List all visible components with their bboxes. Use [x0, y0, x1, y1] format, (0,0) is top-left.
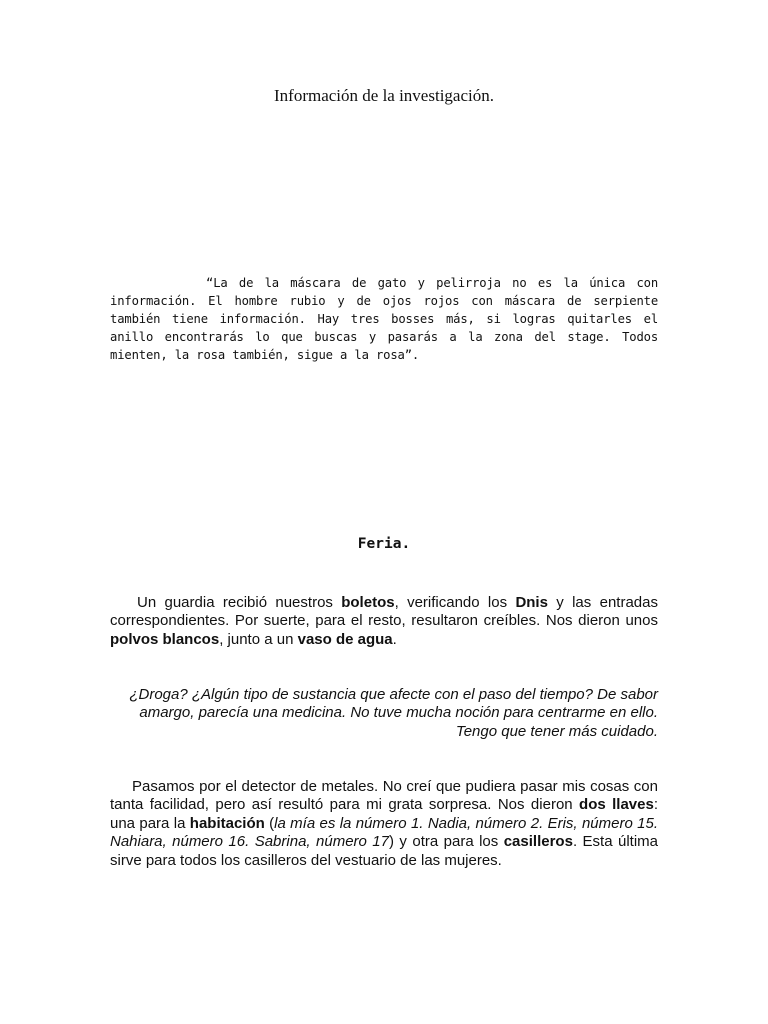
- text-run: y las entradas correspondientes. Por suerte, para el resto, resultaron creíbles. Nos dieron unos: [110, 594, 658, 630]
- page-title: Información de la investigación.: [274, 86, 494, 105]
- paragraph-guard: [110, 594, 658, 649]
- text-run: (: [264, 814, 275, 832]
- bold-term: boletos: [341, 594, 395, 611]
- section-heading: Feria.: [357, 536, 411, 552]
- text-run: , junto a un: [219, 630, 298, 648]
- text-run: Un guardia recibió nuestros: [137, 594, 342, 611]
- italic-run: la mía es la número 1. Nadia, número 2. Eris, número 15. Nahiara, número 16. Sabrina, número 17: [110, 814, 658, 851]
- bold-term: dos llaves: [579, 796, 654, 814]
- bold-term: polvos blancos: [110, 630, 220, 648]
- text-run: ) y otra para los: [389, 833, 504, 851]
- text-run: . Esta última sirve para todos los casilleros del vestuario de las mujeres.: [110, 833, 658, 869]
- paragraph-metal-detector: [110, 778, 658, 870]
- text-run: : una para la: [110, 796, 658, 832]
- quote-paragraph: “La de la máscara de gato y pelirroja no es la única con información. El hombre rubio y de ojos rojos con máscara de serpiente también tiene información. Hay tres bosses más, si logras quitarles el anillo encontrarás lo que buscas y pasarás a la zona del stage. Todos mienten, la rosa también, sigue a la rosa”.: [110, 276, 658, 362]
- bold-term: Dnis: [515, 594, 548, 611]
- text-run: .: [392, 630, 397, 648]
- text-run: , verificando los: [394, 594, 516, 611]
- bold-term: habitación: [189, 814, 265, 832]
- text-run: Pasamos por el detector de metales. No creí que pudiera pasar mis cosas con tanta facilidad, pero así resultó para mi grata sorpresa. Nos dieron: [110, 778, 658, 814]
- bold-term: vaso de agua: [297, 630, 393, 648]
- paragraph-thoughts: ¿Droga? ¿Algún tipo de sustancia que afecte con el paso del tiempo? De sabor amargo, parecía una medicina. No tuve mucha noción para centrarme en ello. Tengo que tener más cuidado.: [129, 686, 658, 740]
- bold-term: casilleros: [503, 833, 573, 851]
